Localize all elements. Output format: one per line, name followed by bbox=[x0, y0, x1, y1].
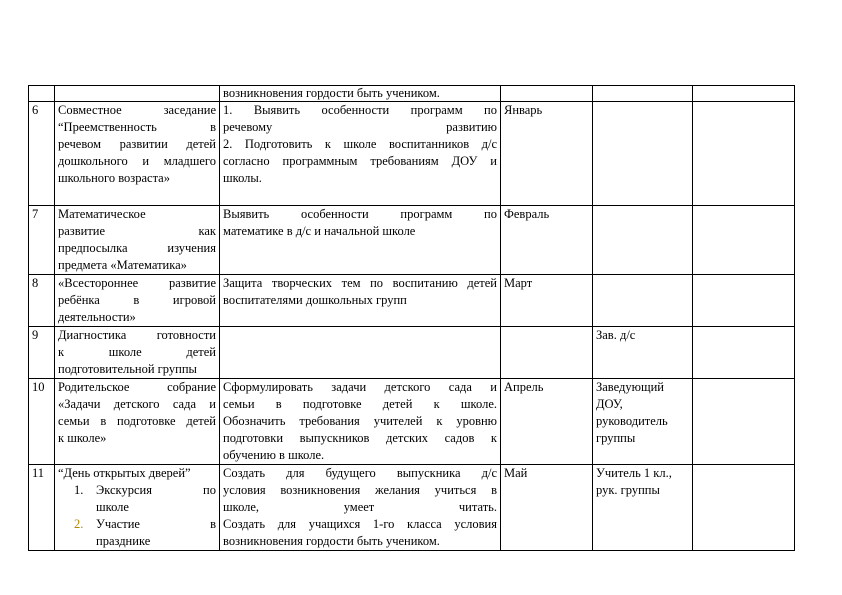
goals-line: математике в д/с и начальной школе bbox=[223, 224, 416, 238]
list-item bbox=[58, 482, 216, 499]
list-item-continuation: празднике bbox=[96, 534, 151, 548]
topic-line: предмета «Математика» bbox=[58, 258, 187, 272]
goals-line: Обозначить требования учителей к уровню bbox=[223, 414, 497, 428]
topic-line: дошкольного и младшего bbox=[58, 154, 216, 168]
goals-line: условия возникновения желания учиться в bbox=[223, 483, 497, 497]
responsible-cell bbox=[593, 275, 693, 327]
row-number-cell: 10 bbox=[29, 379, 55, 465]
responsible-line: рук. группы bbox=[596, 483, 660, 497]
goals-line: обучению в школе. bbox=[223, 448, 325, 462]
events-table bbox=[28, 85, 795, 551]
date-cell: Апрель bbox=[501, 379, 593, 465]
goals-line: согласно программным требованиям ДОУ и bbox=[223, 154, 497, 168]
list-marker: 1. bbox=[74, 483, 84, 497]
goals-line: речевому развитию bbox=[223, 120, 497, 134]
topic-line: «Задачи детского сада и bbox=[58, 397, 216, 411]
topic-cell bbox=[55, 327, 220, 379]
topic-cell bbox=[55, 275, 220, 327]
topic-line: развитие как bbox=[58, 224, 216, 238]
responsible-cell bbox=[593, 327, 693, 379]
topic-line: Родительское собрание bbox=[58, 380, 216, 394]
goals-cell bbox=[220, 206, 501, 275]
topic-line: школьного возраста» bbox=[58, 171, 170, 185]
topic-line: Совместное заседание bbox=[58, 103, 216, 117]
date-cell: Май bbox=[501, 465, 593, 551]
topic-cell bbox=[55, 102, 220, 206]
responsible-cell bbox=[593, 465, 693, 551]
table-row bbox=[29, 86, 795, 102]
row-number-cell: 11 bbox=[29, 465, 55, 551]
topic-line: речевом развитии детей bbox=[58, 137, 216, 151]
notes-cell bbox=[693, 327, 795, 379]
topic-line: Диагностика готовности bbox=[58, 328, 216, 342]
topic-line: деятельности» bbox=[58, 310, 136, 324]
notes-cell bbox=[693, 465, 795, 551]
topic-cell bbox=[55, 86, 220, 102]
goals-line: возникновения гордости быть учеником. bbox=[223, 534, 440, 548]
responsible-line: руководитель bbox=[596, 414, 668, 428]
goals-cell bbox=[220, 327, 501, 379]
table-row bbox=[29, 327, 795, 379]
goals-line: Создать для будущего выпускника д/с bbox=[223, 466, 497, 480]
topic-cell bbox=[55, 206, 220, 275]
goals-line: семьи в подготовке детей к школе. bbox=[223, 397, 497, 411]
list-item-continuation: школе bbox=[96, 500, 129, 514]
topic-line: Математическое bbox=[58, 207, 146, 221]
responsible-cell bbox=[593, 102, 693, 206]
topic-line: ребёнка в игровой bbox=[58, 293, 216, 307]
responsible-line: группы bbox=[596, 431, 636, 445]
list-marker: 2. bbox=[74, 517, 84, 531]
date-cell: Март bbox=[501, 275, 593, 327]
table-row bbox=[29, 102, 795, 206]
topic-title: “День открытых дверей” bbox=[58, 466, 191, 480]
list-item-text: Участие в bbox=[96, 517, 216, 531]
table-row bbox=[29, 465, 795, 551]
responsible-line: Заведующий bbox=[596, 380, 664, 394]
notes-cell bbox=[693, 206, 795, 275]
topic-line: к школе детей bbox=[58, 345, 216, 359]
goals-cell bbox=[220, 379, 501, 465]
table-row bbox=[29, 379, 795, 465]
goals-cell bbox=[220, 275, 501, 327]
responsible-line: Учитель 1 кл., bbox=[596, 466, 672, 480]
goals-line: воспитателями дошкольных групп bbox=[223, 293, 407, 307]
topic-line: предпосылка изучения bbox=[58, 241, 216, 255]
notes-cell bbox=[693, 379, 795, 465]
notes-cell bbox=[693, 86, 795, 102]
topic-cell bbox=[55, 465, 220, 551]
goals-cell bbox=[220, 102, 501, 206]
date-cell: Февраль bbox=[501, 206, 593, 275]
goals-line: подготовки выпускников детских садов к bbox=[223, 431, 497, 445]
goals-text: возникновения гордости быть учеником. bbox=[223, 86, 440, 100]
goals-line: Сформулировать задачи детского сада и bbox=[223, 380, 497, 394]
responsible-line: ДОУ, bbox=[596, 397, 623, 411]
notes-cell bbox=[693, 102, 795, 206]
responsible-cell bbox=[593, 379, 693, 465]
row-number-cell: 7 bbox=[29, 206, 55, 275]
date-cell: Январь bbox=[501, 102, 593, 206]
table-row bbox=[29, 206, 795, 275]
responsible-cell bbox=[593, 206, 693, 275]
date-cell bbox=[501, 86, 593, 102]
topic-line: к школе» bbox=[58, 431, 107, 445]
goals-line: 1. Выявить особенности программ по bbox=[223, 103, 497, 117]
topic-line: подготовительной группы bbox=[58, 362, 197, 376]
date-cell bbox=[501, 327, 593, 379]
goals-line: 2. Подготовить к школе воспитанников д/с bbox=[223, 137, 497, 151]
row-number-cell: 9 bbox=[29, 327, 55, 379]
goals-line: школе, умеет читать. bbox=[223, 500, 497, 514]
row-number-cell: 8 bbox=[29, 275, 55, 327]
topic-cell bbox=[55, 379, 220, 465]
responsible-cell bbox=[593, 86, 693, 102]
goals-cell bbox=[220, 465, 501, 551]
goals-line: школы. bbox=[223, 171, 262, 185]
responsible-line: Зав. д/с bbox=[596, 328, 636, 342]
goals-line: Создать для учащихся 1-го класса условия bbox=[223, 517, 497, 531]
goals-line: Защита творческих тем по воспитанию детей bbox=[223, 276, 497, 290]
topic-line: “Преемственность в bbox=[58, 120, 216, 134]
goals-line: Выявить особенности программ по bbox=[223, 207, 497, 221]
topic-line: семьи в подготовке детей bbox=[58, 414, 216, 428]
topic-line: «Всестороннее развитие bbox=[58, 276, 216, 290]
list-item bbox=[58, 516, 216, 533]
notes-cell bbox=[693, 275, 795, 327]
list-item-text: Экскурсия по bbox=[96, 483, 216, 497]
goals-cell bbox=[220, 86, 501, 102]
table-row bbox=[29, 275, 795, 327]
topic-list bbox=[58, 482, 216, 550]
row-number-cell bbox=[29, 86, 55, 102]
row-number-cell: 6 bbox=[29, 102, 55, 206]
